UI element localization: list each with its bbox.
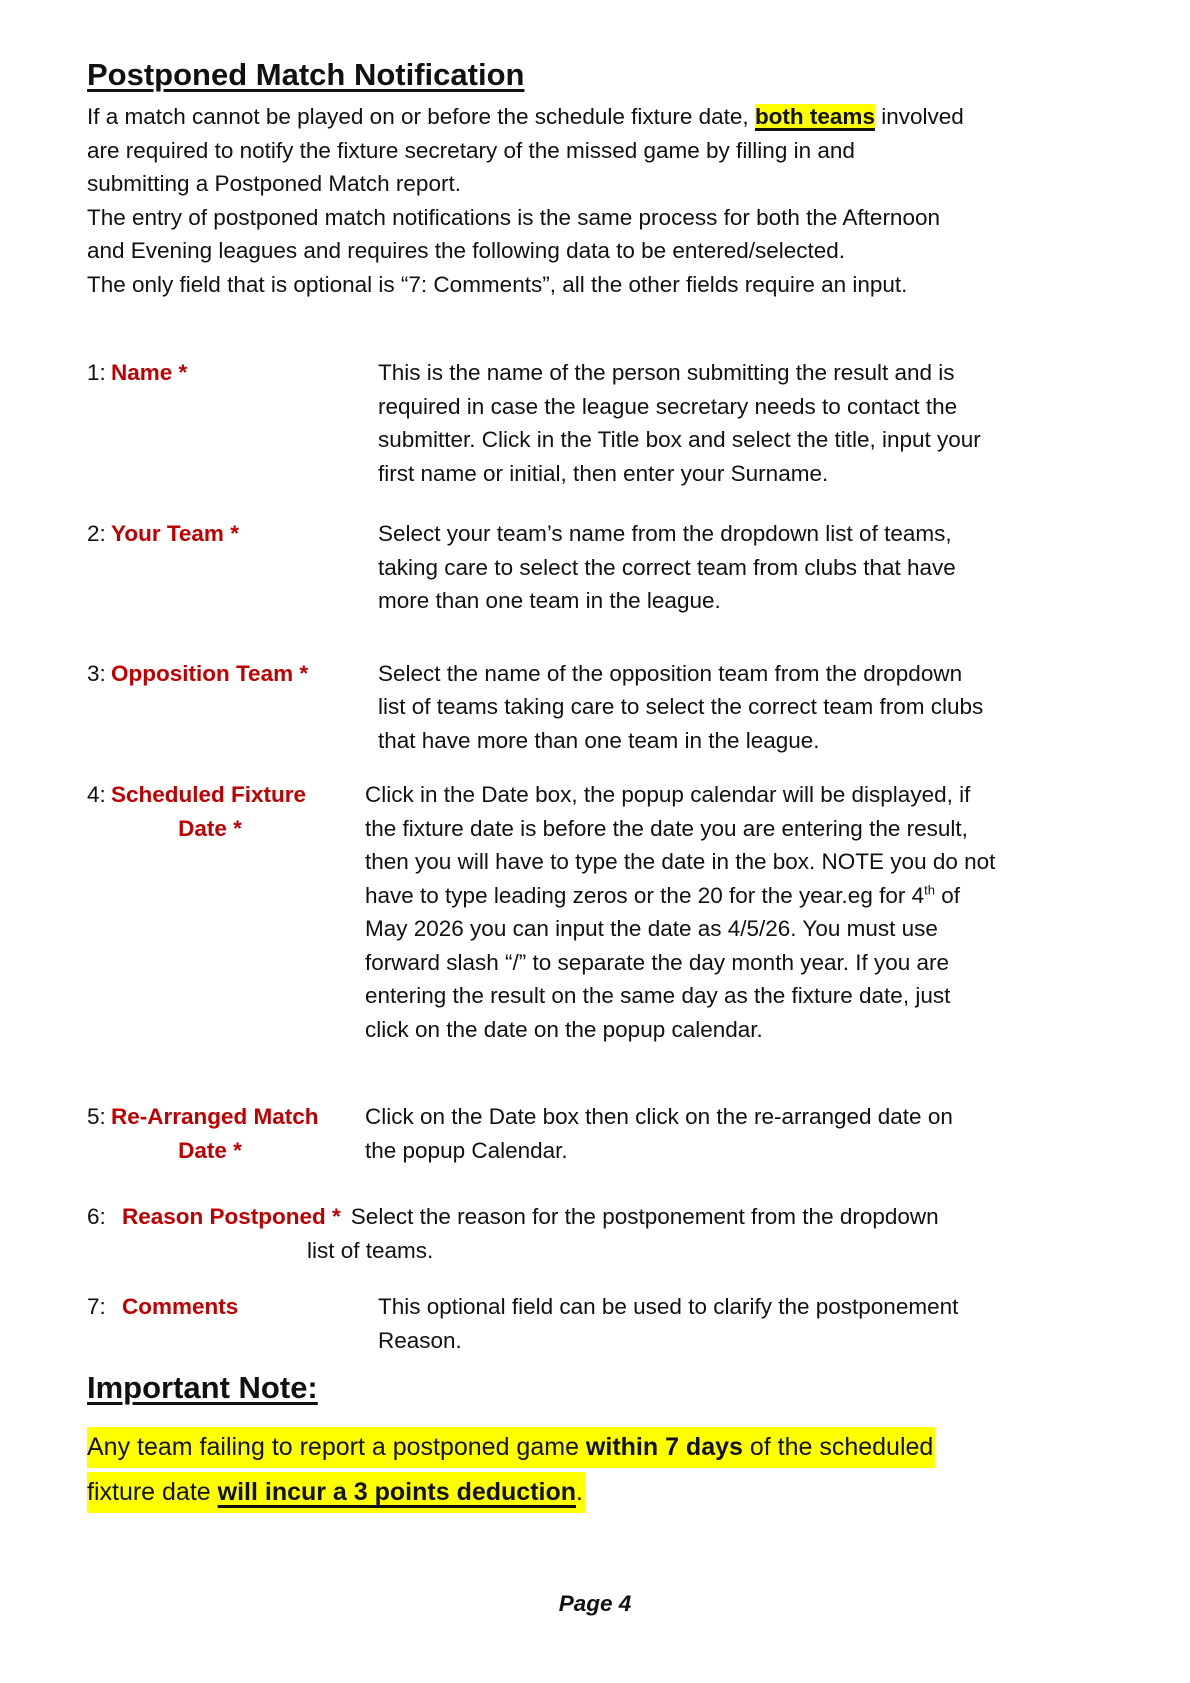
- text-line: Select your team’s name from the dropdown list of teams,: [378, 521, 952, 546]
- intro-paragraph-1: [87, 100, 1103, 201]
- text-line: Click in the Date box, the popup calendar will be displayed, if: [365, 782, 971, 807]
- text-line: This is the name of the person submitting the result and is: [378, 360, 955, 385]
- ordinal-superscript: th: [924, 882, 935, 897]
- intro-p1-post: involved: [874, 104, 964, 129]
- text-line: This optional field can be used to clarify the postponement: [378, 1294, 959, 1319]
- field-number: 6:: [87, 1204, 106, 1229]
- text-line: are required to notify the fixture secretary of the missed game by filling in and: [87, 137, 855, 163]
- text-line: taking care to select the correct team from clubs that have: [378, 554, 956, 580]
- page-title: Postponed Match Notification: [87, 57, 525, 92]
- text-line: the popup Calendar.: [365, 1137, 568, 1163]
- note-l2-post: .: [576, 1478, 583, 1506]
- text-line: [87, 778, 365, 812]
- field-description: [365, 778, 1103, 1046]
- highlighted-text: [87, 1472, 585, 1513]
- page-content: [87, 54, 1103, 1621]
- field-label: [87, 356, 365, 490]
- text-line: submitter. Click in the Title box and select the title, input your: [378, 427, 981, 452]
- field-number: 1:: [87, 360, 106, 385]
- text-line: forward slash “/” to separate the day month year. If you are: [365, 949, 950, 975]
- text-line: list of teams taking care to select the correct team from clubs: [378, 694, 984, 719]
- field-description: [365, 356, 1103, 490]
- note-l2-pre: fixture date: [87, 1478, 218, 1506]
- field-label: [87, 1100, 365, 1167]
- note-line-1: [87, 1425, 1103, 1470]
- text-line: Reason.: [378, 1327, 462, 1353]
- text-line: [365, 879, 1103, 913]
- text-line: submitting a Postponed Match report.: [87, 171, 461, 196]
- field-number: 5:: [87, 1104, 106, 1129]
- field-name: Opposition Team *: [111, 660, 309, 686]
- text-line: and Evening leagues and requires the following data to be entered/selected.: [87, 238, 846, 263]
- field-item-scheduled-fixture-date: [87, 778, 1103, 1046]
- text-line: the fixture date is before the date you are entering the result,: [365, 815, 968, 841]
- field-name: Your Team *: [111, 521, 239, 546]
- field-description: [365, 1290, 1103, 1357]
- highlight-both-teams: both teams: [754, 104, 875, 129]
- field-number: 7:: [87, 1294, 106, 1319]
- field-name: Name *: [111, 360, 188, 385]
- field-label: [87, 1290, 365, 1357]
- field-name-line2: Date *: [178, 1137, 242, 1163]
- note-line-2: [87, 1470, 1103, 1515]
- text-line: first name or initial, then enter your Surname.: [378, 460, 829, 486]
- field-item-reason-postponed: [87, 1200, 1103, 1267]
- field-name-line1: Scheduled Fixture: [111, 782, 307, 807]
- text-line: click on the date on the popup calendar.: [365, 1016, 763, 1042]
- field-item-name: [87, 356, 1103, 490]
- text-line: Select the name of the opposition team from the dropdown: [378, 660, 963, 686]
- text-line: required in case the league secretary needs to contact the: [378, 393, 958, 419]
- field-label: [87, 778, 365, 1046]
- text-line: [87, 1100, 365, 1134]
- text-line: [87, 104, 964, 129]
- field-number: 3:: [87, 660, 106, 686]
- text-line: then you will have to type the date in the box. NOTE you do not: [365, 849, 996, 874]
- note-l1-pre: Any team failing to report a postponed game: [87, 1433, 586, 1461]
- text-line: that have more than one team in the league.: [378, 727, 820, 753]
- field-item-rearranged-match-date: [87, 1100, 1103, 1167]
- field-description: [365, 1100, 1103, 1167]
- field-number: 4:: [87, 782, 106, 807]
- note-l2-bold-underline: will incur a 3 points deduction: [217, 1478, 577, 1506]
- line4-pre: have to type leading zeros or the 20 for the year.eg for 4: [365, 882, 925, 908]
- field-description-line2: list of teams.: [307, 1237, 434, 1263]
- page-number: Page 4: [558, 1591, 632, 1616]
- field-description: [365, 657, 1103, 758]
- important-note-body: [87, 1425, 1103, 1515]
- important-note-heading: Important Note:: [87, 1370, 318, 1405]
- text-line: The entry of postponed match notifications is the same process for both the Afternoon: [87, 204, 940, 230]
- intro-paragraph-3: The only field that is optional is “7: Comments”, all the other fields require an input.: [87, 271, 908, 297]
- field-description-line1: Select the reason for the postponement from the dropdown: [350, 1204, 939, 1229]
- text-line: [87, 1200, 1103, 1234]
- field-name: Reason Postponed *: [122, 1204, 341, 1229]
- field-number: 2:: [87, 521, 106, 546]
- field-name-line1: Re-Arranged Match: [111, 1104, 319, 1129]
- field-item-comments: [87, 1290, 1103, 1357]
- text-line: entering the result on the same day as the fixture date, just: [365, 983, 951, 1008]
- field-label: [87, 657, 365, 758]
- field-description: [365, 517, 1103, 618]
- intro-p1-pre: If a match cannot be played on or before the schedule fixture date,: [87, 104, 755, 129]
- note-l1-post: of the scheduled: [742, 1433, 934, 1461]
- highlighted-text: [87, 1427, 935, 1468]
- intro-paragraph-2: [87, 201, 1103, 268]
- text-line: Click on the Date box then click on the re-arranged date on: [365, 1104, 953, 1129]
- field-label: [87, 517, 365, 618]
- field-item-your-team: [87, 517, 1103, 618]
- text-line: May 2026 you can input the date as 4/5/26. You must use: [365, 916, 938, 941]
- text-line: more than one team in the league.: [378, 588, 721, 613]
- field-name-line2: Date *: [178, 815, 242, 841]
- line4-post: of: [934, 882, 960, 908]
- note-l1-bold: within 7 days: [585, 1433, 743, 1461]
- field-name: Comments: [122, 1294, 239, 1319]
- field-item-opposition-team: [87, 657, 1103, 758]
